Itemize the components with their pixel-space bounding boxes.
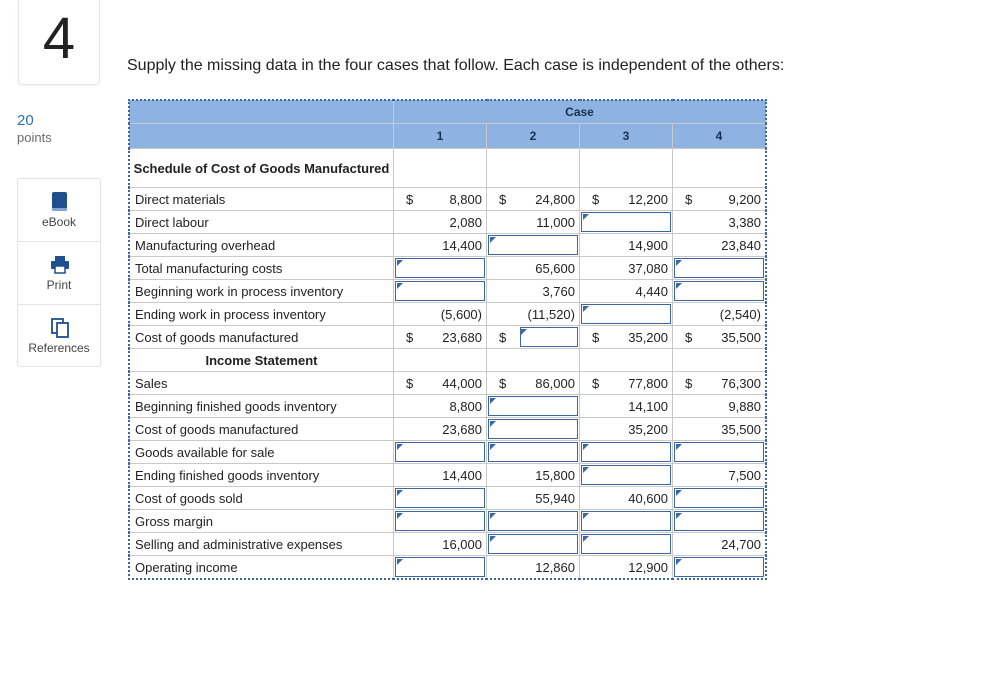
case-1-cell[interactable] xyxy=(394,257,487,280)
answer-input[interactable] xyxy=(488,235,578,255)
print-button[interactable] xyxy=(18,242,100,305)
answer-input[interactable] xyxy=(395,511,485,531)
dollar-sign: $ xyxy=(406,330,414,345)
input-corner-flag-icon xyxy=(583,536,589,542)
input-corner-flag-icon xyxy=(583,306,589,312)
case-3-cell xyxy=(580,395,673,418)
case-3-cell[interactable] xyxy=(580,464,673,487)
table-row xyxy=(129,441,766,464)
case-2-cell[interactable] xyxy=(487,326,580,349)
input-corner-flag-icon xyxy=(397,283,403,289)
case-2-cell[interactable] xyxy=(487,533,580,556)
answer-input[interactable] xyxy=(674,258,764,278)
answer-input[interactable] xyxy=(520,327,578,347)
case-4-cell xyxy=(673,188,767,211)
case-4-cell[interactable] xyxy=(673,487,767,510)
points-label: points xyxy=(17,130,52,145)
answer-input[interactable] xyxy=(488,396,578,416)
cell-value: 8,800 xyxy=(449,399,482,414)
input-corner-flag-icon xyxy=(521,329,527,335)
cell-value: 23,680 xyxy=(442,422,482,437)
input-corner-flag-icon xyxy=(397,444,403,450)
dollar-sign: $ xyxy=(499,376,507,391)
cell-value: 8,800 xyxy=(449,192,482,207)
dollar-sign: $ xyxy=(499,330,507,345)
cell-value: 4,440 xyxy=(635,284,668,299)
cell-value: 76,300 xyxy=(721,376,761,391)
input-corner-flag-icon xyxy=(397,559,403,565)
input-corner-flag-icon xyxy=(676,559,682,565)
cell-value: 86,000 xyxy=(535,376,575,391)
cell-value: 55,940 xyxy=(535,491,575,506)
table-row xyxy=(129,303,766,326)
cell-value: 14,400 xyxy=(442,468,482,483)
case-3-cell[interactable] xyxy=(580,303,673,326)
input-corner-flag-icon xyxy=(676,283,682,289)
dollar-sign: $ xyxy=(592,376,600,391)
ebook-button[interactable] xyxy=(18,179,100,242)
cell-value: 35,200 xyxy=(628,422,668,437)
answer-input[interactable] xyxy=(674,511,764,531)
ebook-label: eBook xyxy=(41,215,77,229)
input-corner-flag-icon xyxy=(583,513,589,519)
answer-input[interactable] xyxy=(674,281,764,301)
case-4-cell xyxy=(673,234,767,257)
references-label: References xyxy=(28,341,90,355)
case-2-cell xyxy=(487,372,580,395)
input-corner-flag-icon xyxy=(490,421,496,427)
cell-value: 65,600 xyxy=(535,261,575,276)
case-4-cell[interactable] xyxy=(673,280,767,303)
case-2-cell xyxy=(487,280,580,303)
case-1-cell xyxy=(394,418,487,441)
case-2-cell[interactable] xyxy=(487,510,580,533)
case-2-cell[interactable] xyxy=(487,395,580,418)
case-1-cell xyxy=(394,533,487,556)
dollar-sign: $ xyxy=(685,376,693,391)
case-3-cell xyxy=(580,418,673,441)
header-blank xyxy=(129,100,394,124)
case-4-cell xyxy=(673,418,767,441)
row-label-selling-and-administrative-expenses: Selling and administrative expenses xyxy=(129,533,394,556)
case-3-cell xyxy=(580,188,673,211)
tools-panel xyxy=(17,178,101,367)
book-icon xyxy=(50,191,70,213)
schedule-heading: Schedule of Cost of Goods Manufactured xyxy=(129,149,394,188)
case-4-header: 4 xyxy=(673,124,767,149)
case-4-cell[interactable] xyxy=(673,441,767,464)
answer-input[interactable] xyxy=(674,442,764,462)
case-2-cell xyxy=(487,188,580,211)
case-3-cell xyxy=(580,372,673,395)
input-corner-flag-icon xyxy=(490,513,496,519)
answer-input[interactable] xyxy=(488,442,578,462)
cell-value: 9,880 xyxy=(728,399,761,414)
case-1-cell[interactable] xyxy=(394,487,487,510)
case-3-cell[interactable] xyxy=(580,533,673,556)
dollar-sign: $ xyxy=(592,192,600,207)
case-1-cell xyxy=(394,188,487,211)
cell-value: 24,800 xyxy=(535,192,575,207)
input-corner-flag-icon xyxy=(676,513,682,519)
case-4-cell xyxy=(673,326,767,349)
printer-icon xyxy=(50,254,70,276)
cell-value: 16,000 xyxy=(442,537,482,552)
case-3-cell xyxy=(580,326,673,349)
case-1-cell xyxy=(394,303,487,326)
cell-value: 14,400 xyxy=(442,238,482,253)
case-3-cell xyxy=(580,257,673,280)
case-2-cell xyxy=(487,211,580,234)
row-label-ending-work-in-process-inventory: Ending work in process inventory xyxy=(129,303,394,326)
table-row xyxy=(129,487,766,510)
case-3-header: 3 xyxy=(580,124,673,149)
case-4-cell xyxy=(673,533,767,556)
cell-value: 35,500 xyxy=(721,422,761,437)
cell-value: 7,500 xyxy=(728,468,761,483)
case-header: Case xyxy=(394,100,767,124)
answer-input[interactable] xyxy=(395,557,485,577)
row-label-cost-of-goods-sold: Cost of goods sold xyxy=(129,487,394,510)
input-corner-flag-icon xyxy=(397,490,403,496)
table-row xyxy=(129,556,766,580)
answer-input[interactable] xyxy=(488,534,578,554)
input-corner-flag-icon xyxy=(583,467,589,473)
input-corner-flag-icon xyxy=(490,398,496,404)
answer-input[interactable] xyxy=(581,534,671,554)
input-corner-flag-icon xyxy=(676,260,682,266)
table-row xyxy=(129,372,766,395)
answer-input[interactable] xyxy=(395,442,485,462)
case-4-cell[interactable] xyxy=(673,510,767,533)
cell-value: 40,600 xyxy=(628,491,668,506)
cell-value: 24,700 xyxy=(721,537,761,552)
copy-pages-icon xyxy=(50,317,70,339)
case-1-cell xyxy=(394,372,487,395)
cell-value: 77,800 xyxy=(628,376,668,391)
table-row xyxy=(129,418,766,441)
answer-input[interactable] xyxy=(395,488,485,508)
cell-value: 44,000 xyxy=(442,376,482,391)
row-label-goods-available-for-sale: Goods available for sale xyxy=(129,441,394,464)
cell-value: 35,500 xyxy=(721,330,761,345)
cell-value: 14,100 xyxy=(628,399,668,414)
case-2-cell xyxy=(487,464,580,487)
input-corner-flag-icon xyxy=(583,214,589,220)
case-3-cell[interactable] xyxy=(580,510,673,533)
cell-value: (2,540) xyxy=(719,307,761,322)
header-blank xyxy=(129,124,394,149)
question-prompt: Supply the missing data in the four cases that follow. Each case is independent of the others: xyxy=(127,57,785,74)
cell-value: 3,760 xyxy=(542,284,575,299)
cell-value: 23,840 xyxy=(721,238,761,253)
case-2-cell[interactable] xyxy=(487,441,580,464)
input-corner-flag-icon xyxy=(490,536,496,542)
cell-value: 12,900 xyxy=(628,560,668,575)
answer-input[interactable] xyxy=(395,281,485,301)
cell-value: 2,080 xyxy=(449,215,482,230)
table-row xyxy=(129,234,766,257)
case-1-cell[interactable] xyxy=(394,510,487,533)
table-row xyxy=(129,533,766,556)
case-4-cell xyxy=(673,372,767,395)
dollar-sign: $ xyxy=(406,376,414,391)
case-4-cell xyxy=(673,395,767,418)
row-label-manufacturing-overhead: Manufacturing overhead xyxy=(129,234,394,257)
cell-value: 23,680 xyxy=(442,330,482,345)
case-2-cell[interactable] xyxy=(487,418,580,441)
dollar-sign: $ xyxy=(685,192,693,207)
case-4-cell xyxy=(673,464,767,487)
answer-input[interactable] xyxy=(674,488,764,508)
cell-value: 11,000 xyxy=(536,215,575,230)
answer-input[interactable] xyxy=(488,419,578,439)
case-3-cell xyxy=(580,487,673,510)
answer-input[interactable] xyxy=(581,442,671,462)
case-3-cell xyxy=(580,556,673,580)
answer-input[interactable] xyxy=(488,511,578,531)
case-1-cell xyxy=(394,464,487,487)
row-label-beginning-finished-goods-inventory: Beginning finished goods inventory xyxy=(129,395,394,418)
case-4-cell xyxy=(673,211,767,234)
dollar-sign: $ xyxy=(499,192,507,207)
cell-value: 12,200 xyxy=(628,192,668,207)
schedule-heading-row xyxy=(129,149,766,188)
case-1-cell xyxy=(394,234,487,257)
income-heading-row xyxy=(129,349,766,372)
row-label-ending-finished-goods-inventory: Ending finished goods inventory xyxy=(129,464,394,487)
dollar-sign: $ xyxy=(592,330,600,345)
table-row xyxy=(129,280,766,303)
case-3-cell[interactable] xyxy=(580,441,673,464)
dollar-sign: $ xyxy=(685,330,693,345)
answer-input[interactable] xyxy=(395,258,485,278)
answer-input[interactable] xyxy=(581,465,671,485)
points-value: 20 xyxy=(17,112,34,129)
answer-input[interactable] xyxy=(581,212,671,232)
input-corner-flag-icon xyxy=(490,237,496,243)
case-1-cell[interactable] xyxy=(394,441,487,464)
row-label-direct-materials: Direct materials xyxy=(129,188,394,211)
question-number: 4 xyxy=(18,0,100,85)
case-1-cell xyxy=(394,395,487,418)
cell-value: (11,520) xyxy=(527,307,575,322)
table-row xyxy=(129,464,766,487)
row-label-cost-of-goods-manufactured: Cost of goods manufactured xyxy=(129,326,394,349)
points-block xyxy=(17,112,52,145)
case-4-cell[interactable] xyxy=(673,257,767,280)
worksheet-table xyxy=(128,99,767,580)
case-3-cell xyxy=(580,280,673,303)
case-2-cell xyxy=(487,556,580,580)
row-label-operating-income: Operating income xyxy=(129,556,394,580)
input-corner-flag-icon xyxy=(583,444,589,450)
case-2-cell xyxy=(487,303,580,326)
case-1-header: 1 xyxy=(394,124,487,149)
table-row xyxy=(129,326,766,349)
references-button[interactable] xyxy=(18,305,100,367)
table-row xyxy=(129,395,766,418)
cell-value: 9,200 xyxy=(728,192,761,207)
cell-value: 12,860 xyxy=(535,560,575,575)
table-row xyxy=(129,211,766,234)
income-heading: Income Statement xyxy=(129,349,394,372)
input-corner-flag-icon xyxy=(676,444,682,450)
case-3-cell xyxy=(580,234,673,257)
dollar-sign: $ xyxy=(406,192,414,207)
case-3-cell[interactable] xyxy=(580,211,673,234)
header-row-case xyxy=(129,100,766,124)
header-row-numbers xyxy=(129,124,766,149)
case-2-cell xyxy=(487,487,580,510)
case-4-cell[interactable] xyxy=(673,556,767,580)
case-2-cell xyxy=(487,257,580,280)
answer-input[interactable] xyxy=(674,557,764,577)
answer-input[interactable] xyxy=(581,511,671,531)
case-1-cell[interactable] xyxy=(394,556,487,580)
row-label-total-manufacturing-costs: Total manufacturing costs xyxy=(129,257,394,280)
case-2-header: 2 xyxy=(487,124,580,149)
input-corner-flag-icon xyxy=(397,513,403,519)
case-1-cell xyxy=(394,211,487,234)
input-corner-flag-icon xyxy=(676,490,682,496)
input-corner-flag-icon xyxy=(490,444,496,450)
print-label: Print xyxy=(46,278,72,292)
cell-value: 35,200 xyxy=(628,330,668,345)
row-label-gross-margin: Gross margin xyxy=(129,510,394,533)
cell-value: 37,080 xyxy=(628,261,668,276)
table-row xyxy=(129,257,766,280)
cell-value: 15,800 xyxy=(535,468,575,483)
row-label-direct-labour: Direct labour xyxy=(129,211,394,234)
cell-value: 3,380 xyxy=(728,215,761,230)
cell-value: (5,600) xyxy=(440,307,482,322)
table-row xyxy=(129,188,766,211)
case-4-cell xyxy=(673,303,767,326)
row-label-cost-of-goods-manufactured: Cost of goods manufactured xyxy=(129,418,394,441)
row-label-beginning-work-in-process-inventory: Beginning work in process inventory xyxy=(129,280,394,303)
cell-value: 14,900 xyxy=(628,238,668,253)
case-2-cell[interactable] xyxy=(487,234,580,257)
case-1-cell[interactable] xyxy=(394,280,487,303)
table-row xyxy=(129,510,766,533)
case-1-cell xyxy=(394,326,487,349)
answer-input[interactable] xyxy=(581,304,671,324)
row-label-sales: Sales xyxy=(129,372,394,395)
input-corner-flag-icon xyxy=(397,260,403,266)
